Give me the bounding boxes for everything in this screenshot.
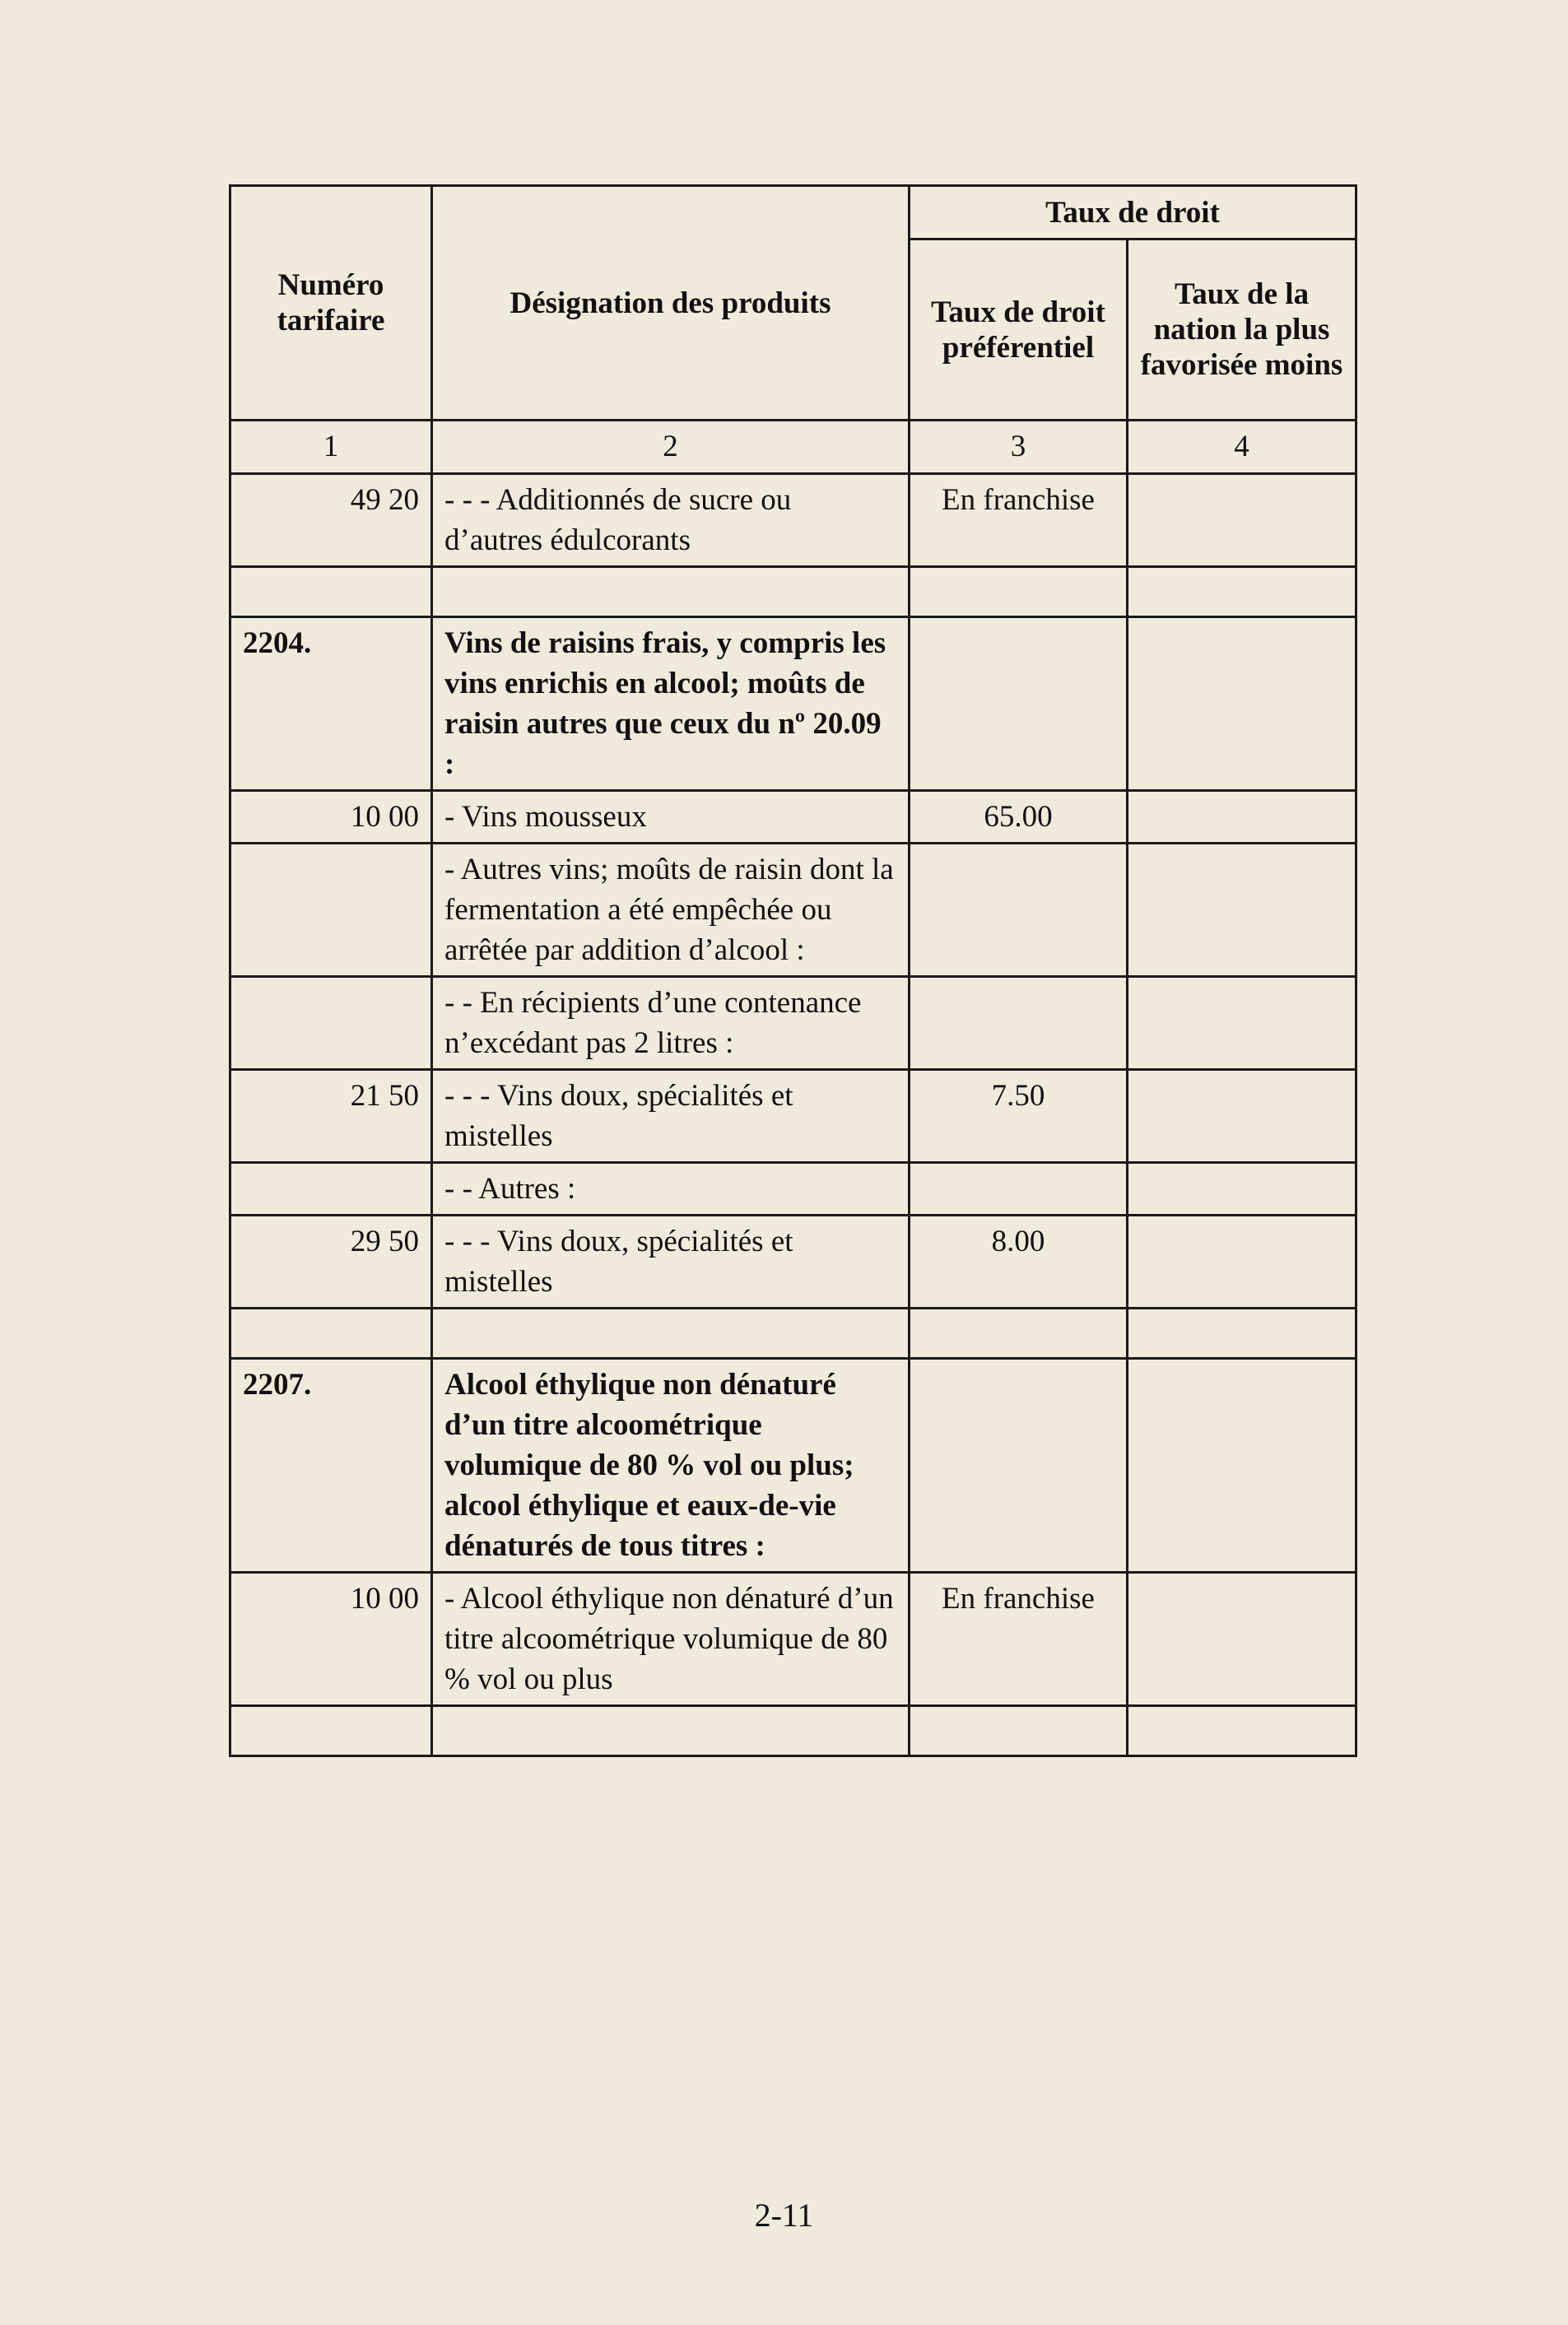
table-row	[230, 1359, 1356, 1573]
designation-cell	[432, 1706, 910, 1756]
mfn-rate-cell	[1128, 1706, 1356, 1756]
designation-cell	[432, 1309, 910, 1359]
preferential-rate-cell: En franchise	[910, 474, 1128, 567]
tariff-code-cell	[230, 1309, 432, 1359]
table-spacer-row	[230, 567, 1356, 617]
tariff-code-cell	[230, 1706, 432, 1756]
preferential-rate-cell: 7.50	[910, 1070, 1128, 1163]
designation-cell: - Vins mousseux	[432, 791, 910, 844]
column-number-row	[230, 421, 1356, 474]
table-row	[230, 1070, 1356, 1163]
mfn-rate-cell	[1128, 474, 1356, 567]
mfn-rate-cell	[1128, 1309, 1356, 1359]
column-number: 3	[910, 421, 1128, 474]
tariff-code-cell: 2204.	[230, 617, 432, 791]
tariff-code-cell: 29 50	[230, 1216, 432, 1309]
preferential-rate-cell: 65.00	[910, 791, 1128, 844]
mfn-rate-cell	[1128, 1573, 1356, 1706]
table-spacer-row	[230, 1706, 1356, 1756]
table-row	[230, 977, 1356, 1070]
preferential-rate-cell	[910, 1309, 1128, 1359]
page-number: 2-11	[754, 2197, 814, 2234]
table-row	[230, 617, 1356, 791]
preferential-rate-cell	[910, 1359, 1128, 1573]
mfn-rate-cell	[1128, 1216, 1356, 1309]
column-number: 2	[432, 421, 910, 474]
designation-cell: Vins de raisins frais, y compris les vins enrichis en alcool; moûts de raisin autres que ceux du nº 20.09 :	[432, 617, 910, 791]
designation-cell	[432, 567, 910, 617]
tariff-code-cell	[230, 844, 432, 977]
mfn-rate-cell	[1128, 1359, 1356, 1573]
table-body	[230, 474, 1356, 1756]
table-row	[230, 791, 1356, 844]
designation-cell: - - Autres :	[432, 1163, 910, 1216]
tariff-code-cell: 49 20	[230, 474, 432, 567]
tariff-code-cell: 21 50	[230, 1070, 432, 1163]
tariff-code-cell	[230, 1163, 432, 1216]
preferential-rate-cell	[910, 977, 1128, 1070]
header-numero-tarifaire: Numéro tarifaire	[230, 186, 432, 421]
tariff-code-cell	[230, 567, 432, 617]
header-taux-npf: Taux de la nation la plus favorisée moins	[1128, 239, 1356, 421]
preferential-rate-cell: En franchise	[910, 1573, 1128, 1706]
table-header	[230, 186, 1356, 474]
table-row	[230, 1163, 1356, 1216]
header-designation: Désignation des produits	[432, 186, 910, 421]
column-number: 1	[230, 421, 432, 474]
designation-cell: - Autres vins; moûts de raisin dont la fermentation a été empêchée ou arrêtée par addition d’alcool :	[432, 844, 910, 977]
mfn-rate-cell	[1128, 1070, 1356, 1163]
preferential-rate-cell: 8.00	[910, 1216, 1128, 1309]
preferential-rate-cell	[910, 1163, 1128, 1216]
preferential-rate-cell	[910, 617, 1128, 791]
table-row	[230, 1573, 1356, 1706]
designation-cell: - - En récipients d’une contenance n’excédant pas 2 litres :	[432, 977, 910, 1070]
tariff-table	[229, 184, 1357, 1757]
tariff-code-cell	[230, 977, 432, 1070]
header-taux-preferentiel: Taux de droit préférentiel	[910, 239, 1128, 421]
tariff-code-cell: 10 00	[230, 1573, 432, 1706]
tariff-code-cell: 10 00	[230, 791, 432, 844]
preferential-rate-cell	[910, 844, 1128, 977]
mfn-rate-cell	[1128, 977, 1356, 1070]
mfn-rate-cell	[1128, 1163, 1356, 1216]
column-number: 4	[1128, 421, 1356, 474]
designation-cell: - - - Additionnés de sucre ou d’autres édulcorants	[432, 474, 910, 567]
table-row	[230, 1216, 1356, 1309]
table-row	[230, 474, 1356, 567]
header-taux-de-droit: Taux de droit	[910, 186, 1356, 239]
preferential-rate-cell	[910, 567, 1128, 617]
designation-cell: Alcool éthylique non dénaturé d’un titre alcoométrique volumique de 80 % vol ou plus; alcool éthylique et eaux-de-vie dénaturés de tous titres :	[432, 1359, 910, 1573]
designation-cell: - - - Vins doux, spécialités et mistelles	[432, 1070, 910, 1163]
mfn-rate-cell	[1128, 617, 1356, 791]
designation-cell: - - - Vins doux, spécialités et mistelles	[432, 1216, 910, 1309]
mfn-rate-cell	[1128, 844, 1356, 977]
table-spacer-row	[230, 1309, 1356, 1359]
designation-cell: - Alcool éthylique non dénaturé d’un titre alcoométrique volumique de 80 % vol ou plus	[432, 1573, 910, 1706]
mfn-rate-cell	[1128, 567, 1356, 617]
mfn-rate-cell	[1128, 791, 1356, 844]
preferential-rate-cell	[910, 1706, 1128, 1756]
tariff-code-cell: 2207.	[230, 1359, 432, 1573]
table-row	[230, 844, 1356, 977]
